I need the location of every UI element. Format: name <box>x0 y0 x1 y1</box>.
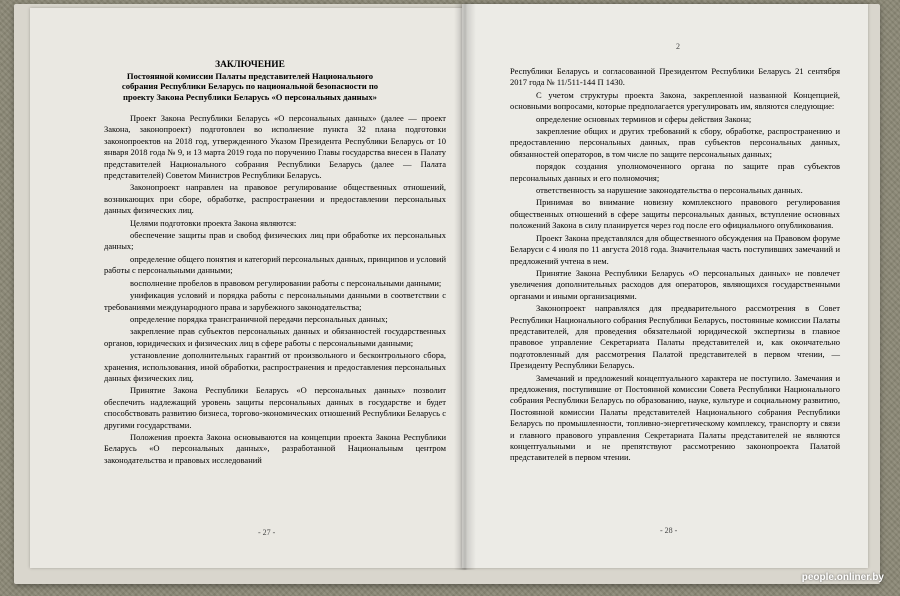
paragraph: закрепление прав субъектов персональных данных и обязанностей государственных органов, юридических и физических лиц в сфере работы с персональными данными; <box>104 326 446 348</box>
paragraph: Принимая во внимание новизну комплексного правового регулирования общественных отношений в сфере защиты персональных данных, вступление основных положений Закона в силу планируется через год после его официального опубликования. <box>510 197 840 231</box>
paragraph: определение основных терминов и сферы действия Закона; <box>536 113 752 124</box>
paragraph: Законопроект направлен на правовое регулирование общественных отношений, возникающих при сборе, обработке, распространении и предоставлении персональных данных физических лиц. <box>104 182 446 216</box>
paragraph: Проект Закона представлялся для общественного обсуждения на Правовом форуме Беларуси с 4 июля по 11 августа 2018 года. Значительная часть поступивших замечаний и предложений учтена в нем. <box>510 232 840 266</box>
document-title: ЗАКЛЮЧЕНИЕ <box>215 60 285 70</box>
paragraph: определение общего понятия и категорий персональных данных, принципов и условий работы с персональными данными; <box>104 253 447 276</box>
paragraph: Республики Беларусь и согласованной Президентом Республики Беларусь 21 сентября 2017 года № 11/511-144 П 1430. <box>510 66 840 88</box>
paragraph: Проект Закона Республики Беларусь «О персональных данных» (далее — проект Закона, законопроект) подготовлен во исполнение пункта 32 плана подготовки законопроектов на 2018 год, утвержденного Указом Президента Республики Беларусь от 10 января 2018 года № 9, и 13 марта 2019 года по поручению Главы государства внесен в Палату представителей Национального собрания Республики Беларусь (далее — Палата представителей) Советом Министров Республики Беларусь. <box>104 113 446 181</box>
page-number-left: - 27 - <box>258 528 276 537</box>
paragraph: закрепление общих и других требований к сбору, обработке, распространению и предоставлению персональных данных, прав субъектов персональных данных, обязанностей операторов, в том числе по защите персональных данных; <box>510 126 840 159</box>
left-page-body <box>104 113 446 467</box>
paragraph: Принятие Закона Республики Беларусь «О персональных данных» не повлечет увеличения дополнительных расходов для операторов, являющихся государственными органами и иными организациями. <box>510 267 840 301</box>
paragraph: Замечаний и предложений концептуального характера не поступило. Замечания и предложения, поступившие от Постоянной комиссии Совета Республики Национального собрания Республики Беларусь по образованию, науке, культуре и социальному развитию, Постоянной комиссии Палаты представителей Национального собрания Республики Беларусь по промышленности, топливно-энергетическому комплексу, транспорту и связи и главного правового управления Секретариата Палаты представителей не являются концептуальными и не препятствуют рассмотрению законопроекта Палатой представителей в первом чтении. <box>510 372 840 463</box>
paragraph: Целями подготовки проекта Закона являются: <box>130 217 297 228</box>
paragraph: определение порядка трансграничной передачи персональных данных; <box>130 313 388 324</box>
page-header-number: 2 <box>676 42 680 51</box>
paragraph: порядок создания уполномоченного органа по защите прав субъектов персональных данных и его полномочия; <box>510 161 840 183</box>
heading-line: Постоянной комиссии Палаты представителей Национального <box>126 70 374 81</box>
paragraph: обеспечение защиты прав и свобод физических лиц при обработке их персональных данных; <box>104 230 446 252</box>
page-number-right: - 28 - <box>660 526 678 535</box>
paragraph: восполнение пробелов в правовом регулировании работы с персональными данными; <box>130 277 442 288</box>
paragraph: Принятие Закона Республики Беларусь «О персональных данных» позволит обеспечить надлежащий уровень защиты персональных данных в государстве и будет способствовать развитию бизнеса, торгово-экономических отношений Республики Беларусь с другими государствами. <box>104 385 446 430</box>
paragraph: установление дополнительных гарантий от произвольного и бесконтрольного сбора, хранения, использования, иной обработки, распространения и предоставления персональных данных физических лиц. <box>104 350 446 383</box>
paragraph: С учетом структуры проекта Закона, закрепленной названной Концепцией, основными вопросами, которые предполагается урегулировать им, являются следующие: <box>510 89 840 112</box>
site-watermark: people.onliner.by <box>801 572 884 583</box>
heading-line: собрания Республики Беларусь по национальной безопасности по <box>121 81 379 92</box>
paragraph: ответственность за нарушение законодательства о персональных данных. <box>536 185 803 196</box>
right-page-body <box>510 66 840 465</box>
paragraph: унификация условий и порядка работы с персональными данными в соответствии с требованиями международного права и зарубежного законодательства; <box>104 290 446 312</box>
paragraph: Положения проекта Закона основываются на концепции проекта Закона Республики Беларусь «О персональных данных», разработанной Национальным центром законодательства и правовых исследований <box>104 431 446 465</box>
heading-line: проекту Закона Республики Беларусь «О персональных данных» <box>123 91 377 102</box>
document-heading <box>100 60 400 102</box>
paragraph: Законопроект направлялся для предварительного рассмотрения в Совет Республики Национального собрания Республики Беларусь, постоянные комиссии Палаты представителей, для проведения обязательной юридической экспертизы в главное правовое управление Секретариата Палаты представителей и, как окончательно подготовленный для рассмотрения Палатой представителей в первом чтении, — Президенту Республики Беларусь. <box>510 303 840 371</box>
